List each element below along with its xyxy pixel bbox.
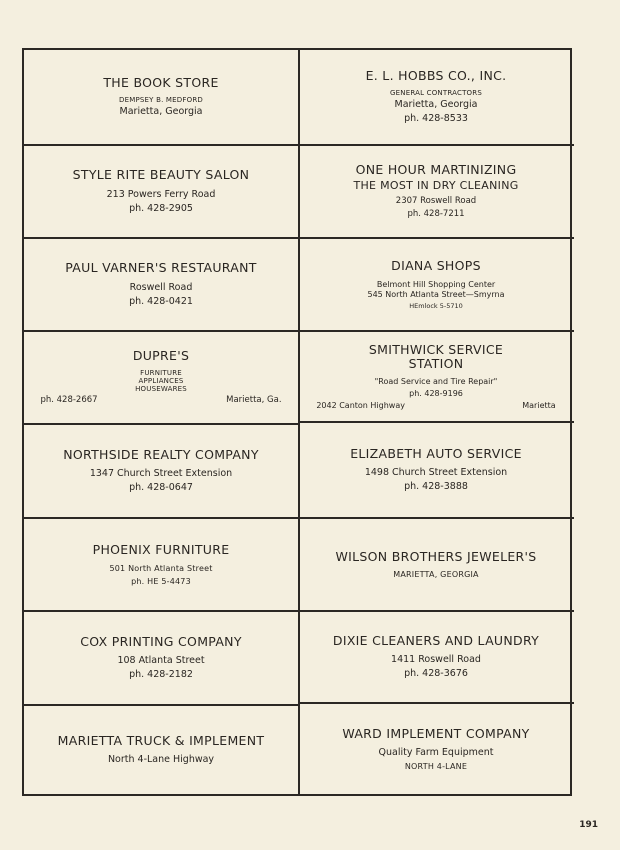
city: MARIETTA, GEORGIA bbox=[393, 570, 479, 580]
business-name-line2: STATION bbox=[408, 356, 464, 372]
product-line: APPLIANCES bbox=[138, 377, 184, 386]
phone: ph. 428-7211 bbox=[407, 209, 465, 219]
address: 2042 Canton Highway bbox=[316, 400, 405, 410]
ad-el-hobbs bbox=[300, 50, 572, 144]
proprietor: DEMPSEY B. MEDFORD bbox=[119, 96, 203, 105]
phone: ph. 428-2905 bbox=[129, 202, 193, 214]
ad-martinizing bbox=[300, 146, 572, 237]
business-name: STYLE RITE BEAUTY SALON bbox=[72, 167, 250, 183]
ad-dixie-cleaners bbox=[300, 612, 572, 702]
business-name: ONE HOUR MARTINIZING bbox=[355, 162, 517, 178]
address: 108 Atlanta Street bbox=[117, 655, 205, 667]
phone: HEmlock 5-5710 bbox=[409, 301, 463, 310]
ad-marietta-truck bbox=[24, 706, 298, 794]
business-name: MARIETTA TRUCK & IMPLEMENT bbox=[57, 732, 265, 748]
ad-phoenix-furniture bbox=[24, 519, 298, 610]
address: 545 North Atlanta Street—Smyrna bbox=[367, 290, 505, 300]
phone: ph. 428-0647 bbox=[129, 482, 193, 494]
phone: ph. 428-2182 bbox=[129, 669, 193, 681]
address: Roswell Road bbox=[129, 281, 193, 293]
address: 1411 Roswell Road bbox=[391, 654, 481, 666]
directory-grid bbox=[22, 48, 572, 796]
business-name: THE BOOK STORE bbox=[103, 74, 219, 90]
ad-dupres bbox=[24, 332, 298, 423]
address: Belmont Hill Shopping Center bbox=[376, 280, 496, 290]
address: 213 Powers Ferry Road bbox=[106, 188, 216, 200]
business-name: DIXIE CLEANERS AND LAUNDRY bbox=[332, 632, 540, 648]
business-name: DIANA SHOPS bbox=[391, 257, 481, 273]
business-name: PAUL VARNER'S RESTAURANT bbox=[65, 260, 257, 276]
city: Marietta bbox=[522, 400, 556, 410]
business-name: PHOENIX FURNITURE bbox=[92, 542, 230, 558]
ad-smithwick bbox=[300, 332, 572, 421]
phone: ph. 428-2667 bbox=[40, 395, 98, 406]
ad-cox-printing bbox=[24, 612, 298, 704]
product-line: HOUSEWARES bbox=[135, 385, 187, 394]
ad-elizabeth-auto bbox=[300, 423, 572, 517]
phone: ph. 428-0421 bbox=[129, 295, 193, 307]
ad-wilson-brothers bbox=[300, 519, 572, 610]
phone: ph. HE 5-4473 bbox=[131, 576, 191, 586]
page-number: 191 bbox=[579, 820, 598, 830]
phone: ph. 428-9196 bbox=[409, 388, 463, 398]
ad-ward-implement bbox=[300, 704, 572, 794]
city: Marietta, Georgia bbox=[119, 106, 203, 118]
slogan: "Road Service and Tire Repair" bbox=[374, 376, 498, 386]
city: Marietta, Georgia bbox=[394, 99, 478, 111]
business-type: GENERAL CONTRACTORS bbox=[390, 89, 482, 98]
business-name: COX PRINTING COMPANY bbox=[80, 633, 242, 649]
ad-northside-realty bbox=[24, 425, 298, 517]
business-name: E. L. HOBBS CO., INC. bbox=[365, 67, 507, 83]
business-name: DUPRE'S bbox=[132, 347, 190, 363]
ad-book-store bbox=[24, 50, 298, 144]
slogan: Quality Farm Equipment bbox=[378, 747, 494, 759]
business-name: WARD IMPLEMENT COMPANY bbox=[342, 725, 530, 741]
address: 501 North Atlanta Street bbox=[109, 563, 213, 573]
business-name: WILSON BROTHERS JEWELER'S bbox=[335, 548, 537, 564]
address: NORTH 4-LANE bbox=[404, 762, 468, 772]
ad-paul-varner bbox=[24, 239, 298, 330]
product-line: FURNITURE bbox=[140, 369, 182, 378]
address: 2307 Roswell Road bbox=[395, 196, 477, 207]
business-name: NORTHSIDE REALTY COMPANY bbox=[63, 446, 259, 462]
phone: ph. 428-8533 bbox=[404, 113, 468, 125]
slogan: THE MOST IN DRY CLEANING bbox=[353, 178, 519, 192]
address: 1347 Church Street Extension bbox=[89, 468, 233, 480]
address: 1498 Church Street Extension bbox=[364, 467, 508, 479]
phone: ph. 428-3676 bbox=[404, 668, 468, 680]
address: North 4-Lane Highway bbox=[107, 754, 215, 766]
business-name: SMITHWICK SERVICE bbox=[368, 341, 504, 357]
ad-style-rite bbox=[24, 146, 298, 237]
business-name: ELIZABETH AUTO SERVICE bbox=[350, 445, 522, 461]
ad-diana-shops bbox=[300, 239, 572, 330]
city: Marietta, Ga. bbox=[226, 395, 282, 406]
phone: ph. 428-3888 bbox=[404, 481, 468, 493]
